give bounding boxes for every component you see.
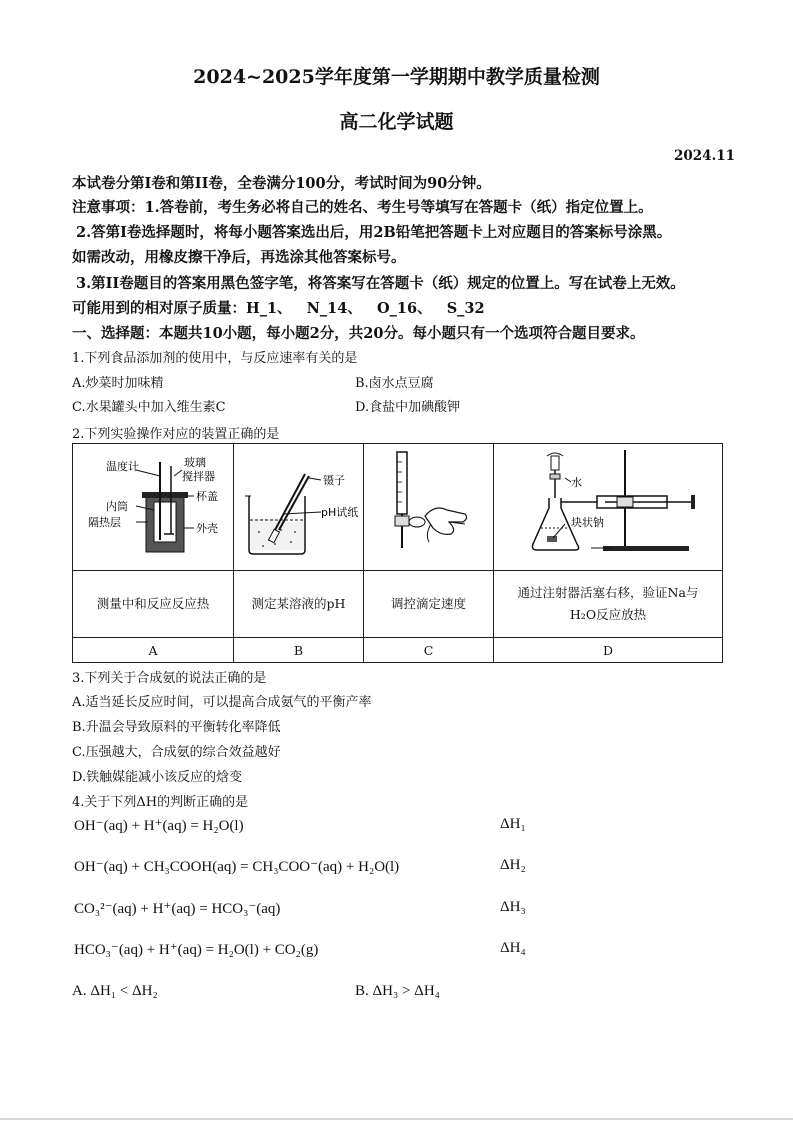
caption-d [494, 571, 723, 638]
delta-h-2: ΔH₂ [500, 857, 526, 873]
exam-title: 2024~2025学年度第一学期期中教学质量检测 [193, 66, 600, 88]
notes-title: 注意事项：1.答卷前，考生务必将自己的姓名、考生号等填写在答题卡（纸）指定位置上。 [72, 199, 653, 216]
q1-option-d: D.食盐中加碘酸钾 [355, 400, 461, 415]
figure-calorimeter [73, 444, 234, 571]
label-ph-paper: pH试纸 [320, 506, 358, 519]
label-stirrer-1: 玻璃 [183, 456, 206, 469]
q3-option-b: B.升温会导致原料的平衡转化率降低 [72, 720, 281, 735]
note-2a: 2.答第I卷选择题时，将每小题答案选出后，用2B铅笔把答题卡上对应题目的答案标号涂黑。 [76, 224, 672, 241]
option-label-d: D [494, 638, 723, 663]
label-water: 水 [570, 476, 582, 489]
ph-test-diagram [235, 444, 363, 567]
option-label-a: A [73, 638, 234, 663]
q4-stem: 4.关于下列ΔH的判断正确的是 [72, 795, 249, 810]
note-2b: 如需改动，用橡皮擦干净后，再选涂其他答案标号。 [72, 249, 406, 266]
delta-h-3: ΔH₃ [500, 899, 526, 915]
note-3: 3.第II卷题目的答案用黑色签字笔，将答案写在答题卡（纸）规定的位置上。写在试卷上无效。 [76, 275, 685, 292]
caption-d-line2: H₂O反应放热 [569, 607, 647, 622]
q4-option-b: B. ΔH₃ > ΔH₄ [355, 983, 440, 999]
intro-line: 本试卷分第I卷和第II卷，全卷满分100分，考试时间为90分钟。 [72, 175, 491, 192]
delta-h-1: ΔH₁ [500, 816, 526, 832]
equation-2: OH⁻(aq) + CH₃COOH(aq) = CH₃COO⁻(aq) + H₂O(l) [74, 859, 400, 875]
option-label-c: C [364, 638, 494, 663]
equation-4: HCO₃⁻(aq) + H⁺(aq) = H₂O(l) + CO₂(g) [74, 942, 319, 958]
q3-stem: 3.下列关于合成氨的说法正确的是 [72, 671, 267, 686]
page-bottom-divider [0, 1118, 793, 1120]
syringe-diagram [495, 444, 722, 567]
exam-date: 2024.11 [674, 148, 736, 164]
caption-b: 测定某溶液的pH [234, 571, 364, 638]
burette-diagram [365, 444, 493, 567]
calorimeter-diagram [74, 444, 233, 567]
q1-option-b: B.卤水点豆腐 [355, 376, 434, 391]
q1-option-c: C.水果罐头中加入维生素C [72, 400, 226, 415]
caption-c: 调控滴定速度 [364, 571, 494, 638]
q3-option-a: A.适当延长反应时间，可以提高合成氨气的平衡产率 [72, 695, 372, 710]
label-lid: 杯盖 [195, 490, 218, 503]
label-shell: 外壳 [195, 522, 218, 535]
figure-syringe [494, 444, 723, 571]
caption-d-line1: 通过注射器活塞右移，验证Na与 [517, 585, 699, 600]
q1-option-a: A.炒菜时加味精 [72, 376, 164, 391]
q4-option-a: A. ΔH₁ < ΔH₂ [72, 983, 158, 999]
q2-stem: 2.下列实验操作对应的装置正确的是 [72, 427, 280, 442]
equation-1: OH⁻(aq) + H⁺(aq) = H₂O(l) [74, 818, 244, 834]
figure-ph-test [234, 444, 364, 571]
q1-stem: 1.下列食品添加剂的使用中，与反应速率有关的是 [72, 351, 358, 366]
exam-subtitle: 高二化学试题 [339, 111, 454, 133]
q2-apparatus-table [72, 443, 723, 663]
option-label-b: B [234, 638, 364, 663]
label-tweezers: 镊子 [322, 474, 345, 487]
label-insulation: 隔热层 [87, 516, 121, 529]
atomic-mass: 可能用到的相对原子质量：H_1、 N_14、 O_16、 S_32 [72, 300, 485, 317]
equation-3: CO₃²⁻(aq) + H⁺(aq) = HCO₃⁻(aq) [74, 901, 281, 917]
label-stirrer-2: 搅拌器 [181, 470, 215, 483]
delta-h-4: ΔH₄ [500, 940, 526, 956]
label-thermometer: 温度计 [105, 460, 139, 473]
q3-option-c: C.压强越大，合成氨的综合效益越好 [72, 745, 281, 760]
label-sodium: 块状钠 [570, 516, 604, 529]
label-inner: 内筒 [105, 500, 128, 513]
figure-burette [364, 444, 494, 571]
q3-option-d: D.铁触媒能减小该反应的焓变 [72, 770, 243, 785]
section1-heading: 一、选择题：本题共10小题，每小题2分，共20分。每小题只有一个选项符合题目要求。 [72, 325, 645, 342]
caption-a: 测量中和反应反应热 [73, 571, 234, 638]
